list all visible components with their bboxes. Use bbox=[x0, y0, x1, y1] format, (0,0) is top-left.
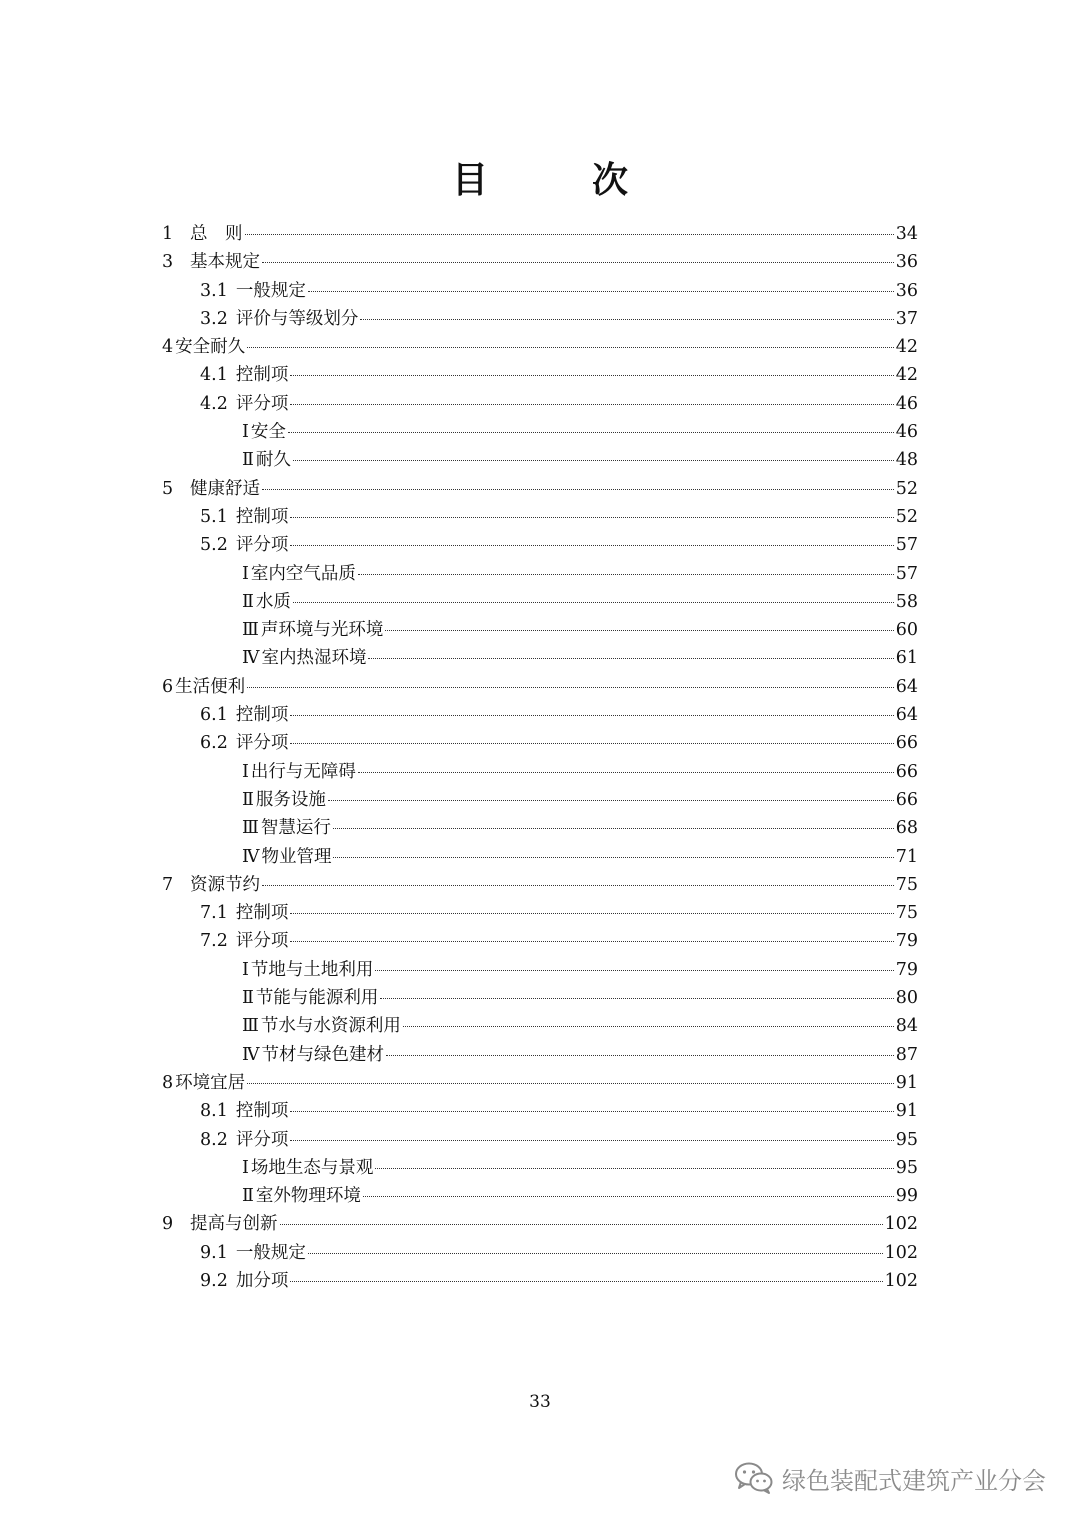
toc-entry-page: 64 bbox=[895, 705, 918, 726]
toc-entry-page: 57 bbox=[895, 535, 918, 556]
toc-entry-number: 6.1 bbox=[200, 705, 228, 726]
toc-entry[interactable] bbox=[162, 390, 918, 418]
toc-entry[interactable] bbox=[162, 1069, 918, 1097]
toc-entry-number: Ⅱ bbox=[242, 591, 254, 612]
toc-entry-number: 5.1 bbox=[200, 506, 228, 527]
toc-entry-number: 7.1 bbox=[200, 903, 228, 924]
toc-entry-number: 8.2 bbox=[200, 1129, 228, 1150]
toc-entry-page: 68 bbox=[895, 818, 918, 839]
toc-entry-number: 3 bbox=[162, 252, 174, 273]
toc-entry-page: 87 bbox=[895, 1044, 918, 1065]
toc-dot-leader bbox=[290, 714, 893, 716]
toc-entry-label: 智慧运行 bbox=[260, 818, 331, 839]
toc-entry-page: 102 bbox=[884, 1270, 918, 1291]
toc-entry[interactable] bbox=[162, 927, 918, 955]
toc-entry-label: 服务设施 bbox=[255, 789, 326, 810]
toc-entry-number: 8 bbox=[162, 1072, 174, 1093]
toc-entry-page: 91 bbox=[895, 1101, 918, 1122]
toc-entry[interactable] bbox=[162, 1154, 918, 1182]
toc-entry[interactable] bbox=[162, 361, 918, 389]
toc-entry-number: Ⅱ bbox=[242, 450, 254, 471]
toc-entry[interactable] bbox=[162, 305, 918, 333]
watermark bbox=[734, 1458, 1046, 1498]
toc-entry[interactable] bbox=[162, 1012, 918, 1040]
toc-entry-page: 66 bbox=[895, 761, 918, 782]
wechat-icon bbox=[734, 1461, 774, 1495]
toc-entry-page: 66 bbox=[895, 733, 918, 754]
toc-entry[interactable] bbox=[162, 248, 918, 276]
toc-entry-page: 52 bbox=[895, 478, 918, 499]
toc-entry-page: 95 bbox=[895, 1157, 918, 1178]
toc-entry[interactable] bbox=[162, 899, 918, 927]
toc-entry-label: 加分项 bbox=[235, 1270, 289, 1291]
toc-entry-page: 58 bbox=[895, 591, 918, 612]
toc-entry[interactable] bbox=[162, 1041, 918, 1069]
toc-entry-label: 控制项 bbox=[235, 705, 289, 726]
toc-entry-label: 安全耐久 bbox=[175, 337, 246, 358]
toc-entry-page: 36 bbox=[895, 252, 918, 273]
toc-entry[interactable] bbox=[162, 560, 918, 588]
toc-entry-page: 79 bbox=[895, 959, 918, 980]
toc-entry-number: Ⅱ bbox=[242, 1186, 254, 1207]
toc-entry-label: 评分项 bbox=[235, 931, 289, 952]
toc-entry-label: 节水与水资源利用 bbox=[260, 1016, 401, 1037]
toc-dot-leader bbox=[293, 601, 894, 603]
toc-entry-label: 基本规定 bbox=[190, 252, 260, 273]
toc-entry-page: 46 bbox=[895, 422, 918, 443]
toc-entry-label: 评分项 bbox=[235, 1129, 289, 1150]
toc-entry[interactable] bbox=[162, 446, 918, 474]
toc-entry-number: 5 bbox=[162, 478, 174, 499]
toc-entry-label: 资源节约 bbox=[190, 874, 260, 895]
toc-dot-leader bbox=[247, 686, 894, 688]
toc-entry-label: 评价与等级划分 bbox=[235, 308, 359, 329]
toc-entry-label: 控制项 bbox=[235, 365, 289, 386]
page-number: 33 bbox=[529, 1392, 551, 1412]
toc-entry-label: 提高与创新 bbox=[190, 1214, 278, 1235]
toc-entry-label: 一般规定 bbox=[235, 1242, 306, 1263]
toc-dot-leader bbox=[386, 1054, 894, 1056]
toc-entry-page: 71 bbox=[895, 846, 918, 867]
toc-entry-number: 9.2 bbox=[200, 1270, 228, 1291]
toc-entry-page: 99 bbox=[895, 1186, 918, 1207]
toc-entry-label: 声环境与光环境 bbox=[260, 620, 384, 641]
toc-dot-leader bbox=[363, 1195, 894, 1197]
toc-entry-label: 评分项 bbox=[235, 535, 289, 556]
toc-entry-label: 出行与无障碍 bbox=[250, 761, 356, 782]
toc-dot-leader bbox=[380, 997, 893, 999]
toc-entry-number: 7.2 bbox=[200, 931, 228, 952]
toc-entry-page: 60 bbox=[895, 620, 918, 641]
toc-entry-page: 102 bbox=[884, 1242, 918, 1263]
toc-entry-page: 91 bbox=[895, 1072, 918, 1093]
toc-entry-label: 节能与能源利用 bbox=[255, 988, 379, 1009]
toc-entry[interactable] bbox=[162, 984, 918, 1012]
toc-entry-number: Ⅱ bbox=[242, 789, 254, 810]
toc-dot-leader bbox=[328, 799, 894, 801]
toc-dot-leader bbox=[262, 488, 894, 490]
toc-entry-number: 3.2 bbox=[200, 308, 228, 329]
toc-entry-label: 控制项 bbox=[235, 903, 289, 924]
toc-entry[interactable] bbox=[162, 333, 918, 361]
toc-entry[interactable] bbox=[162, 729, 918, 757]
toc-dot-leader bbox=[290, 1110, 893, 1112]
toc-dot-leader bbox=[358, 771, 894, 773]
toc-entry-page: 64 bbox=[895, 676, 918, 697]
toc-entry-page: 84 bbox=[895, 1016, 918, 1037]
toc-entry-number: Ⅳ bbox=[242, 648, 260, 669]
toc-dot-leader bbox=[290, 912, 893, 914]
toc-dot-leader bbox=[375, 1167, 893, 1169]
toc-entry[interactable] bbox=[162, 475, 918, 503]
toc-entry-number: Ⅰ bbox=[242, 1157, 249, 1178]
toc-dot-leader bbox=[245, 233, 894, 235]
toc-entry-number: 6 bbox=[162, 676, 174, 697]
toc-entry-page: 75 bbox=[895, 874, 918, 895]
toc-entry-page: 36 bbox=[895, 280, 918, 301]
toc-entry-page: 42 bbox=[895, 365, 918, 386]
toc-entry[interactable] bbox=[162, 701, 918, 729]
toc-entry-label: 一般规定 bbox=[235, 280, 306, 301]
toc-entry-number: 3.1 bbox=[200, 280, 228, 301]
toc-dot-leader bbox=[290, 1139, 893, 1141]
toc-dot-leader bbox=[333, 827, 894, 829]
toc-entry-label: 室内热湿环境 bbox=[261, 648, 367, 669]
toc-entry-number: Ⅳ bbox=[242, 1044, 260, 1065]
toc-entry-number: 7 bbox=[162, 874, 174, 895]
toc-entry[interactable] bbox=[162, 843, 918, 871]
toc-entry-label: 评分项 bbox=[235, 733, 289, 754]
toc-dot-leader bbox=[403, 1025, 894, 1027]
toc-dot-leader bbox=[308, 290, 894, 292]
toc-entry-label: 总 则 bbox=[190, 224, 243, 244]
toc-entry[interactable] bbox=[162, 1239, 918, 1267]
toc-entry[interactable] bbox=[162, 673, 918, 701]
toc-dot-leader bbox=[358, 573, 894, 575]
toc-dot-leader bbox=[262, 261, 894, 263]
toc-dot-leader bbox=[262, 884, 894, 886]
toc-dot-leader bbox=[280, 1223, 883, 1225]
toc-entry-label: 水质 bbox=[255, 591, 291, 612]
toc-entry-label: 节材与绿色建材 bbox=[261, 1044, 384, 1065]
page-title: 目 次 bbox=[451, 159, 662, 201]
toc-dot-leader bbox=[290, 742, 893, 744]
toc-entry-number: 1 bbox=[162, 224, 174, 244]
toc-dot-leader bbox=[247, 346, 894, 348]
toc-entry[interactable] bbox=[162, 814, 918, 842]
toc-entry[interactable] bbox=[162, 588, 918, 616]
toc-entry-number: Ⅱ bbox=[242, 988, 254, 1009]
toc-dot-leader bbox=[368, 657, 893, 659]
toc-entry-page: 46 bbox=[895, 393, 918, 414]
toc-entry[interactable] bbox=[162, 644, 918, 672]
toc-entry-number: 6.2 bbox=[200, 733, 228, 754]
toc-entry-number: Ⅰ bbox=[242, 761, 249, 782]
toc-dot-leader bbox=[333, 856, 893, 858]
toc-entry-label: 室内空气品质 bbox=[250, 563, 356, 584]
toc-entry-label: 室外物理环境 bbox=[255, 1186, 361, 1207]
toc-entry[interactable] bbox=[162, 1182, 918, 1210]
toc-entry[interactable] bbox=[162, 531, 918, 559]
table-of-contents bbox=[162, 220, 918, 1295]
toc-entry-label: 物业管理 bbox=[261, 846, 332, 867]
toc-entry-label: 控制项 bbox=[235, 1101, 289, 1122]
toc-entry-page: 66 bbox=[895, 789, 918, 810]
toc-dot-leader bbox=[375, 969, 893, 971]
toc-entry-number: Ⅰ bbox=[242, 422, 249, 443]
toc-entry-page: 48 bbox=[895, 450, 918, 471]
toc-entry-number: Ⅰ bbox=[242, 959, 249, 980]
toc-dot-leader bbox=[308, 1252, 883, 1254]
toc-entry-label: 生活便利 bbox=[175, 676, 246, 697]
toc-dot-leader bbox=[385, 629, 893, 631]
toc-entry[interactable] bbox=[162, 1126, 918, 1154]
toc-entry-number: Ⅰ bbox=[242, 563, 249, 584]
toc-dot-leader bbox=[293, 459, 894, 461]
toc-entry-number: 9 bbox=[162, 1214, 174, 1235]
toc-entry-page: 75 bbox=[895, 903, 918, 924]
toc-entry-page: 61 bbox=[895, 648, 918, 669]
toc-entry[interactable] bbox=[162, 503, 918, 531]
toc-entry-number: Ⅳ bbox=[242, 846, 260, 867]
toc-entry[interactable] bbox=[162, 277, 918, 305]
toc-entry[interactable] bbox=[162, 616, 918, 644]
toc-entry-page: 95 bbox=[895, 1129, 918, 1150]
toc-entry-number: 4 bbox=[162, 337, 174, 358]
toc-dot-leader bbox=[288, 431, 894, 433]
toc-dot-leader bbox=[290, 403, 893, 405]
toc-entry[interactable] bbox=[162, 220, 918, 248]
toc-entry-number: 4.1 bbox=[200, 365, 228, 386]
toc-entry-number: 4.2 bbox=[200, 393, 228, 414]
toc-entry-page: 52 bbox=[895, 506, 918, 527]
toc-entry-page: 37 bbox=[895, 308, 918, 329]
toc-entry-page: 79 bbox=[895, 931, 918, 952]
toc-entry-label: 场地生态与景观 bbox=[250, 1157, 374, 1178]
toc-entry-page: 80 bbox=[895, 988, 918, 1009]
toc-entry[interactable] bbox=[162, 758, 918, 786]
toc-entry-page: 102 bbox=[884, 1214, 918, 1235]
toc-entry[interactable] bbox=[162, 418, 918, 446]
toc-dot-leader bbox=[290, 940, 893, 942]
toc-dot-leader bbox=[290, 1280, 882, 1282]
toc-entry-number: Ⅲ bbox=[242, 1016, 259, 1037]
toc-entry-label: 评分项 bbox=[235, 393, 289, 414]
toc-entry-label: 节地与土地利用 bbox=[250, 959, 374, 980]
toc-dot-leader bbox=[290, 374, 893, 376]
watermark-text: 绿色装配式建筑产业分会 bbox=[782, 1466, 1046, 1495]
toc-entry[interactable] bbox=[162, 871, 918, 899]
toc-dot-leader bbox=[290, 516, 893, 518]
toc-entry[interactable] bbox=[162, 1097, 918, 1125]
toc-dot-leader bbox=[290, 544, 893, 546]
toc-entry[interactable] bbox=[162, 956, 918, 984]
toc-entry-label: 健康舒适 bbox=[190, 478, 260, 499]
toc-entry-label: 耐久 bbox=[255, 450, 291, 471]
toc-entry[interactable] bbox=[162, 786, 918, 814]
toc-entry-number: 5.2 bbox=[200, 535, 228, 556]
toc-dot-leader bbox=[360, 318, 893, 320]
toc-entry-label: 安全 bbox=[250, 422, 286, 443]
toc-entry-page: 42 bbox=[895, 337, 918, 358]
toc-entry-number: Ⅲ bbox=[242, 620, 259, 641]
toc-entry-number: 9.1 bbox=[200, 1242, 228, 1263]
toc-entry-number: 8.1 bbox=[200, 1101, 228, 1122]
toc-entry-number: Ⅲ bbox=[242, 818, 259, 839]
toc-entry-page: 34 bbox=[895, 224, 918, 244]
toc-entry[interactable] bbox=[162, 1267, 918, 1295]
toc-entry-page: 57 bbox=[895, 563, 918, 584]
toc-entry-label: 环境宜居 bbox=[175, 1072, 246, 1093]
toc-entry[interactable] bbox=[162, 1210, 918, 1238]
toc-entry-label: 控制项 bbox=[235, 506, 289, 527]
toc-dot-leader bbox=[247, 1082, 894, 1084]
